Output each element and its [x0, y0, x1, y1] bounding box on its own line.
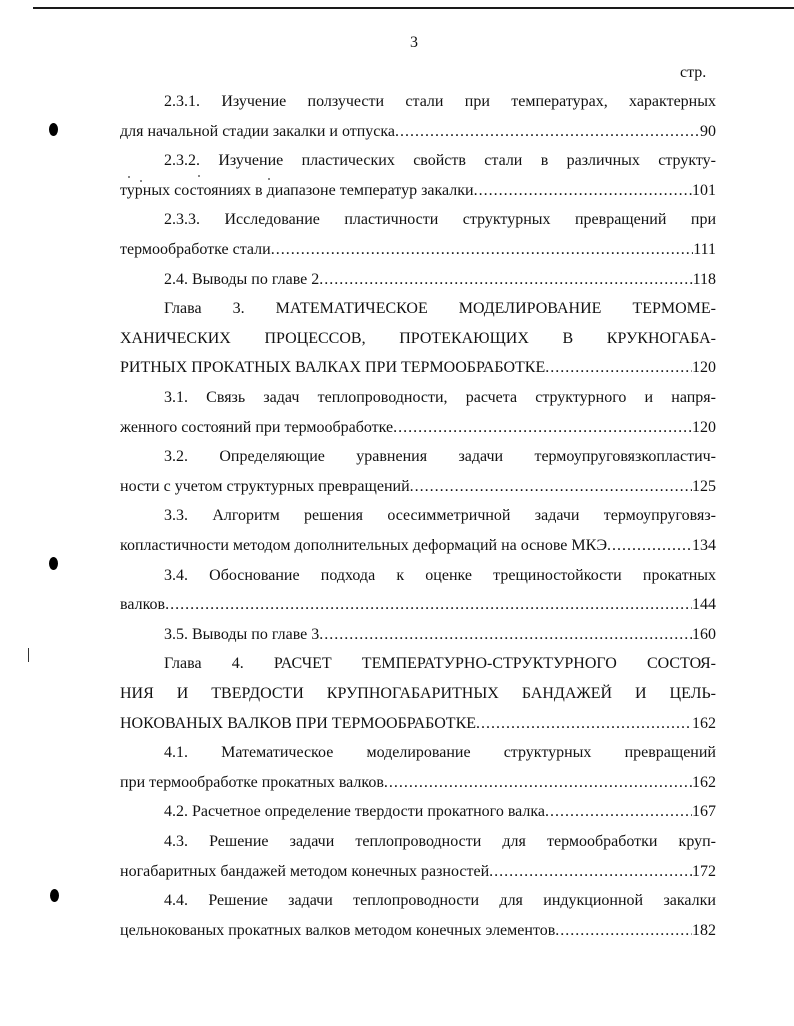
toc-entry-line [120, 534, 716, 558]
toc-entry-title: цельнокованых прокатных валков методом конечных элементов [120, 921, 556, 939]
toc-entry-title: женного состояний при термообработке [120, 418, 394, 436]
toc-dot-leader [319, 268, 692, 292]
toc-page-number: 182 [692, 921, 716, 939]
scan-speck [140, 180, 142, 182]
toc-entry-title: ногабаритных бандажей методом конечных разностей [120, 862, 490, 880]
punch-hole-mark [49, 557, 58, 570]
toc-dot-leader [476, 712, 692, 736]
toc-entry-text-line: 3.3. Алгоритм решения осесимметричной задачи термоупруговяз- [164, 507, 716, 525]
toc-dot-leader [395, 120, 700, 144]
toc-entry-line [120, 120, 716, 144]
toc-dot-leader [545, 356, 692, 380]
toc-entry-text-line: ХАНИЧЕСКИХ ПРОЦЕССОВ, ПРОТЕКАЮЩИХ В КРУКНОГАБА- [120, 329, 716, 347]
top-border-line [33, 7, 794, 9]
toc-page-number: 172 [692, 862, 716, 880]
toc-dot-leader [319, 623, 692, 647]
toc-entry-title: 4.2. Расчетное определение твердости прокатного валка [164, 803, 546, 821]
toc-entry-title: копластичности методом дополнительных деформаций на основе МКЭ [120, 537, 608, 554]
toc-page-number: 90 [700, 122, 716, 140]
toc-entry-line [120, 919, 716, 943]
toc-entry-text-line: НИЯ И ТВЕРДОСТИ КРУПНОГАБАРИТНЫХ БАНДАЖЕЙ И ЦЕЛЬ- [120, 685, 716, 702]
toc-entry-title: термообработке стали [120, 241, 271, 258]
toc-page-number: 111 [693, 241, 716, 258]
toc-dot-leader [384, 771, 692, 795]
toc-dot-leader [410, 475, 692, 499]
toc-page-number: 118 [692, 270, 716, 288]
scan-artifact-tick [28, 648, 29, 662]
toc-page-number: 162 [692, 773, 716, 791]
toc-entry-text-line: 2.3.2. Изучение пластических свойств стали в различных структу- [164, 152, 716, 170]
toc-entry-title: валков [120, 596, 166, 614]
toc-entry-text-line: 3.2. Определяющие уравнения задачи термоупруговязкопластич- [164, 448, 716, 466]
toc-entry-line [120, 593, 716, 617]
toc-entry-line [120, 712, 716, 736]
toc-dot-leader [271, 238, 693, 262]
toc-page-number: 125 [692, 477, 716, 495]
scan-speck [128, 176, 130, 178]
toc-entry-line [120, 416, 716, 440]
toc-entry-text-line: Глава 3. МАТЕМАТИЧЕСКОЕ МОДЕЛИРОВАНИЕ ТЕРМОМЕ- [164, 300, 716, 318]
toc-dot-leader [489, 860, 692, 884]
scan-speck [268, 178, 270, 180]
toc-entry-line [120, 771, 716, 795]
toc-entry-line [120, 475, 716, 499]
toc-entry-line [120, 623, 716, 647]
toc-entry-line [120, 268, 716, 292]
toc-entry-title: НОКОВАНЫХ ВАЛКОВ ПРИ ТЕРМООБРАБОТКЕ [120, 714, 477, 732]
toc-entry-text-line: 3.1. Связь задач теплопроводности, расчета структурного и напря- [164, 389, 716, 406]
toc-page-number: 162 [692, 714, 716, 732]
toc-page-number: 120 [692, 359, 716, 377]
toc-entry-text-line: 2.3.3. Исследование пластичности структурных превращений при [164, 211, 716, 229]
toc-entry-title: 2.4. Выводы по главе 2 [164, 270, 320, 288]
punch-hole-mark [49, 123, 58, 136]
toc-dot-leader [545, 800, 692, 824]
toc-entry-line [120, 860, 716, 884]
toc-page-number: 167 [692, 803, 716, 821]
toc-dot-leader [393, 416, 692, 440]
toc-page-number: 134 [692, 537, 716, 554]
toc-entry-line [120, 238, 716, 262]
page-number: 3 [410, 34, 418, 51]
toc-entry-title: при термообработке прокатных валков [120, 773, 384, 791]
toc-entry-title: 3.5. Выводы по главе 3 [164, 625, 320, 643]
toc-entry-text-line: 2.3.1. Изучение ползучести стали при температурах, характерных [164, 93, 716, 110]
toc-dot-leader [607, 534, 692, 558]
toc-page-number: 120 [692, 418, 716, 436]
toc-page-number: 160 [692, 625, 716, 643]
toc-page-number: 144 [692, 596, 716, 614]
scan-speck [198, 175, 200, 177]
toc-entry-text-line: 3.4. Обоснование подхода к оценке трещиностойкости прокатных [164, 566, 716, 584]
toc-entry-text-line: 4.4. Решение задачи теплопроводности для индукционной закалки [164, 892, 716, 910]
toc-entry-text-line: Глава 4. РАСЧЕТ ТЕМПЕРАТУРНО-СТРУКТУРНОГО СОСТОЯ- [164, 655, 716, 673]
toc-dot-leader [555, 919, 692, 943]
toc-entry-line [120, 800, 716, 824]
toc-entry-title: турных состояниях в диапазоне температур закалки [120, 181, 474, 199]
pages-column-label: стр. [680, 64, 707, 81]
punch-hole-mark [50, 889, 59, 902]
toc-dot-leader [474, 179, 692, 203]
toc-entry-text-line: 4.1. Математическое моделирование структурных превращений [164, 744, 716, 762]
toc-entry-title: ности с учетом структурных превращений [120, 477, 410, 495]
toc-page-number: 101 [692, 181, 716, 199]
toc-dot-leader [165, 593, 692, 617]
toc-entry-title: РИТНЫХ ПРОКАТНЫХ ВАЛКАХ ПРИ ТЕРМООБРАБОТКЕ [120, 359, 546, 377]
toc-entry-title: для начальной стадии закалки и отпуска [120, 122, 396, 140]
toc-entry-line [120, 356, 716, 380]
toc-entry-text-line: 4.3. Решение задачи теплопроводности для термообработки круп- [164, 833, 716, 850]
toc-entry-line [120, 179, 716, 203]
